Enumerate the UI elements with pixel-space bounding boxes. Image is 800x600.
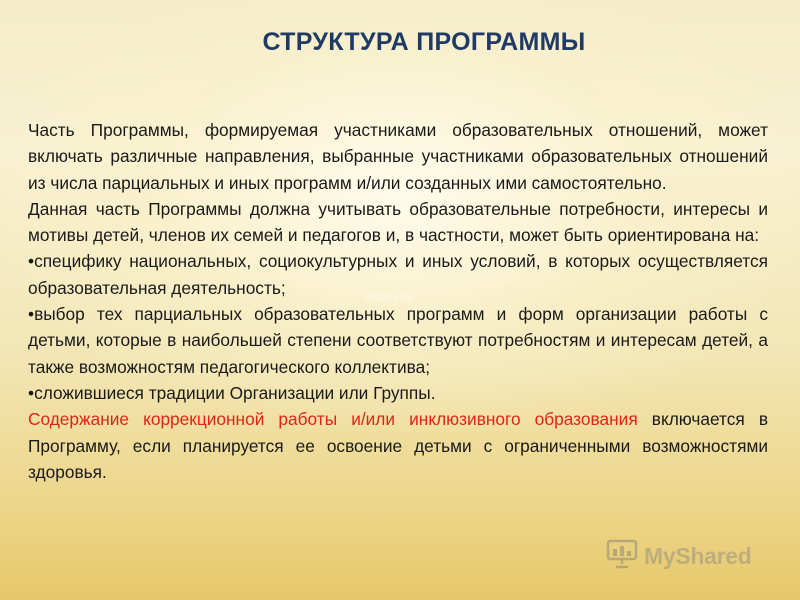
watermark [606, 538, 776, 574]
paragraph-orientation: Данная часть Программы должна учитывать образовательные потребности, интересы и мотивы детей, членов их семей и педагогов и, в частности, может быть ориентирована на: [28, 198, 768, 246]
slide-body [28, 117, 768, 485]
paragraph-intro: Часть Программы, формируемая участниками образовательных отношений, может включать различные направления, выбранные участниками образовательных отношений из числа парциальных и иных программ и/или созданных ими самостоятельно. [28, 120, 768, 193]
watermark-text: MyShared [644, 542, 752, 569]
bullet-item [28, 248, 768, 301]
presentation-board-icon [606, 539, 638, 574]
paragraph-correction [28, 406, 768, 485]
bullet-item [28, 380, 768, 406]
ghost-text: Аспекты [366, 290, 413, 304]
bullet-marker: • [28, 304, 35, 325]
closing-text: включается в Программу, если планируется ее освоение детьми с ограниченными возможностями здоровья. [28, 409, 768, 482]
bullet-text: специфику национальных, социокультурных и иных условий, в которых осуществляется образовательная деятельность; [28, 251, 768, 298]
bullet-text: выбор тех парциальных образовательных программ и форм организации работы с детьми, которые в наибольшей степени соответствуют потребностям и интересам детей, а также возможностям педагогического коллектива; [28, 304, 768, 377]
highlighted-text: Содержание коррекционной работы и/или инклюзивного образования [28, 409, 638, 430]
bullet-item [28, 301, 768, 380]
bullet-marker: • [28, 382, 35, 403]
bullet-marker: • [28, 251, 35, 272]
slide-title: СТРУКТУРА ПРОГРАММЫ [262, 28, 586, 56]
bullet-text: сложившиеся традиции Организации или Группы. [34, 382, 436, 403]
